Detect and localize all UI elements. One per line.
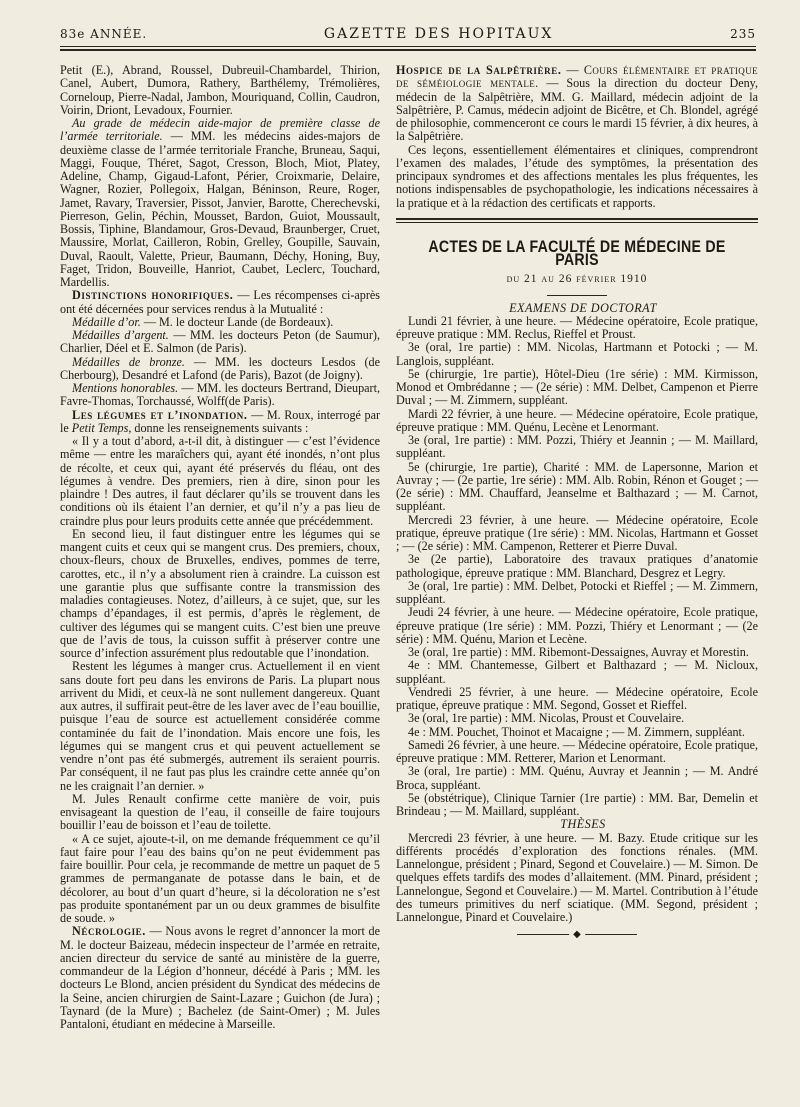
hospice-course: — Cours élémentaire et pratique de séméiologie mentale. xyxy=(396,63,758,91)
necrologie-paragraph xyxy=(60,925,380,1031)
medailles-bronze-text: — MM. les docteurs Lesdos (de Cherbourg), Desandré et Lafond (de Paris), Bazot (de Joigny). xyxy=(60,354,380,382)
quote-paragraph-1: « Il y a tout d’abord, a-t-il dit, à distinguer — c’est l’évidence même — entre les maraîchers qui, ayant été inondés, n’ont plus de récolte, et ceux qui, ayant été préservés du fléau, ont des légumes à vendre. Des premiers, rien à dire, sinon pour les plaindre ! Des autres, il faut déclarer qu’ils se trouvent dans les conditions où ils étaient l’an dernier, et qu’il n’y a pas lieu de craindre plus pour leurs produits cette année que précédemment. xyxy=(60,434,380,528)
page-number: 235 xyxy=(730,27,756,41)
quote-paragraph-3: Restent les légumes à manger crus. Actuellement il en vient sans doute fort peu dans les environs de Paris. La plupart nous arrivent du Midi, et ceux-là ne sont nullement dangereux. Quant aux autres, il suffirait peut-être de les laver avec de l’eau bouillie, puisque l’eau de source est actuellement considérée comme contaminée du fait de l’inondation. Mais encore une fois, les légumes qui se mangent crus et qui peuvent actuellement se vendre n’ont pas été submergés, autrement ils seraient pourris. Par conséquent, il ne faut pas plus les craindre cette année qu’on ne les craignait l’an dernier. » xyxy=(60,659,380,793)
exam-entry: 3e (2e partie), Laboratoire des travaux pratiques d’anatomie pathologique, épreuve pratique : MM. Blanchard, Desgrez et Legry. xyxy=(396,552,758,580)
exam-entry: Vendredi 25 février, à une heure. — Médecine opératoire, Ecole pratique, épreuve pratique : MM. Segond, Gosset et Rieffel. xyxy=(396,684,758,712)
legumes-text-a: — M. Roux, interrogé par le xyxy=(60,407,381,435)
hospice-text: — Sous la direction du docteur Deny, médecin de la Salpêtrière, MM. G. Maillard, médecin adjoint de la Salpêtrière, P. Camus, médecin adjoint de Bicêtre, et Ch. Blondel, agrégé de philosophie, commenceront ce cours le mardi 15 février, à dix heures, à la Salpêtrière. xyxy=(396,76,758,144)
exam-entry: 3e (oral, 1re partie) : MM. Delbet, Potocki et Rieffel ; — M. Zimmern, suppléant. xyxy=(396,578,758,606)
exam-entry: 3e (oral, 1re partie) : MM. Nicolas, Hartmann et Potocki ; — M. Langlois, suppléant. xyxy=(396,340,758,368)
mentions-label: Mentions honorables. xyxy=(72,381,179,395)
territorial-heading: Au grade de médecin aide-major de première classe de l’armée territoriale. xyxy=(60,116,380,144)
exam-entry: 5e (chirurgie, 1re partie), Charité : MM. de Lapersonne, Marion et Auvray ; — (2e partie, 1re série) : MM. Alb. Robin, Rénon et Gouget ; — (2e série) : MM. Chauffard, Jeanselme et Balthazard ; — M. Carnot, suppléant. xyxy=(396,459,758,514)
medaille-or xyxy=(60,316,380,329)
necrologie-heading: Nécrologie. xyxy=(72,924,146,939)
quote-paragraph-2: En second lieu, il faut distinguer entre les légumes qui se mangent cuits et ceux qui se mangent crus. Des premiers, choux, choux-fleurs, choux de Bruxelles, endives, pommes de terre, carottes, etc., il n’y a absolument rien à craindre. La cuisson est une garantie plus que suffisante contre la transmission des maladies contagieuses. Notez, d’ailleurs, à ce sujet, que, sur les champs d’épandages, il est permis, d’après le règlement, de cultiver des légumes qui se mangent cuits. C’est bien une preuve que de l’avis de tous, la cuisson suffit à préserver contre une source d’infection assurément plus redoutable que l’inondation. xyxy=(60,526,380,660)
exam-entry: 3e (oral, 1re partie) : MM. Ribemont-Dessaignes, Auvray et Morestin. xyxy=(408,645,749,659)
journal-title: GAZETTE DES HOPITAUX xyxy=(323,26,554,42)
examens-heading: EXAMENS DE DOCTORAT xyxy=(509,300,657,315)
theses-heading: THÈSES xyxy=(560,817,606,832)
exam-entry: 4e : MM. Chantemesse, Gilbert et Balthazard ; — M. Nicloux, suppléant. xyxy=(396,658,758,686)
exam-entry: 3e (oral, 1re partie) : MM. Nicolas, Proust et Couvelaire. xyxy=(408,711,685,726)
hospice-paragraph xyxy=(396,64,758,144)
ornament-glyph-icon: ◆ xyxy=(569,928,585,941)
short-rule xyxy=(547,295,607,296)
theses-entry: Mercredi 23 février, à une heure. — M. Bazy. Etude critique sur les différents procédés d’exploration des fonctions rénales. (MM. Lannelongue, président ; Pinard, Segond et Couvelaire.) — M. Simon. De quelques effets tardifs des modes d’allaitement. (MM. Pinard, président ; Lannelongue, Segond et Couvelaire.) — M. Martel. Contribution à l’étude des tumeurs primitives du nerf sciatique. (MM. Segond, président ; Lannelongue, Pinard et Couvelaire.) xyxy=(396,830,758,924)
right-column xyxy=(396,63,758,941)
exam-entry: 4e : MM. Pouchet, Thoinot et Macaigne ; — M. Zimmern, suppléant. xyxy=(408,724,745,739)
legumes-text-b: , donne les renseignements suivants : xyxy=(128,420,309,435)
exam-entry: Lundi 21 février, à une heure. — Médecine opératoire, Ecole pratique, épreuve pratique : MM. Reclus, Rieffel et Proust. xyxy=(396,313,758,341)
medailles-bronze-label: Médailles de bronze. xyxy=(72,354,185,369)
promotion-list: Petit (E.), Abrand, Roussel, Dubreuil-Chambardel, Thirion, Canel, Aubert, Dumora, Rathery, Barthélemy, Trémolières, Corneloup, Pierre-Nadal, Jambon, Mouriquand, Collin, Caudron, Voirin, Driont, Levadoux, Fournier. xyxy=(60,63,380,117)
actes-title: ACTES DE LA FACULTÉ DE MÉDECINE DE PARIS xyxy=(428,237,726,269)
exam-entry: 3e (oral, 1re partie) : MM. Pozzi, Thiéry et Jeannin ; — M. Maillard, suppléant. xyxy=(396,433,758,461)
medailles-argent-label: Médailles d’argent. xyxy=(72,328,169,342)
renault-paragraph: M. Jules Renault confirme cette manière de voir, puis envisageant la question de l’eau, il conseille de faire toujours bouillir l’eau de boisson et l’eau de toilette. xyxy=(60,791,380,833)
left-column xyxy=(60,64,380,1031)
exam-entry: Jeudi 24 février, à une heure. — Médecine opératoire, Ecole pratique, épreuve pratique (1re série) : MM. Pozzi, Thiéry et Lenormant ; — (2e série) : MM. Quénu, Marion et Lecène. xyxy=(396,605,758,646)
mentions-text: — MM. les docteurs Bertrand, Dieupart, Favre-Thomas, Torchaussé, Wolff(de Paris). xyxy=(60,381,380,409)
medaille-or-label: Médaille d’or. xyxy=(72,314,141,329)
mentions-honorables xyxy=(60,382,380,409)
quote-paragraph-4: « A ce sujet, ajoute-t-il, on me demande fréquemment ce qu’il faut faire pour l’eau des bains qu’on ne peut évidemment pas faire bouillir. Pour cela, je recommande de mettre un paquet de 5 grammes de permanganate de potasse dans le bain, et de décolorer, au bout d’un quart d’heure, si la décoloration ne s’est pas produite spontanément par un ou deux grammes de bisulfite de soude. » xyxy=(60,831,380,925)
exam-entry: Samedi 26 février, à une heure. — Médecine opératoire, Ecole pratique, épreuve pratique : MM. Retterer, Marion et Lenormant. xyxy=(396,737,758,765)
exam-entry: 3e (oral, 1re partie) : MM. Quénu, Auvray et Jeannin ; — M. André Broca, suppléant. xyxy=(396,764,758,792)
exam-entry: 5e (chirurgie, 1re partie), Hôtel-Dieu (1re série) : MM. Kirmisson, Monod et Ombrédanne ; — (2e série) : MM. Delbet, Campenon et Pierre Duval ; — M. Zimmern, suppléant. xyxy=(396,366,758,408)
distinctions-text: — Les récompenses ci-après ont été décernées pour services rendus à la Mutualité : xyxy=(60,288,380,316)
territorial-text: — MM. les médecins aides-majors de deuxième classe de l’armée territoriale Franche, Bruneau, Saqui, Maggi, Fouque, Théret, Sagot, Cresson, Bloch, Miot, Platey, Adeline, Champ, Gigaud-Lafont, Périer, Croixmarie, Delaire, Wagner, Rozier, Pollegoix, Halgan, Béninson, Reure, Roger, Jamet, Ravary, Traversier, Pissot, Janvier, Barotte, Cherechevski, Pierreson, Gelin, Péchin, Mousset, Bardon, Guiot, Moussault, Bossis, Tiphine, Blandamour, Gros-Devaud, Braunberger, Cruet, Maussire, Morlat, Cailleron, Robin, Grelley, Goupille, Sauvain, Duval, Raoult, Valette, Prieur, Baumann, Déchy, Honing, Buy, Faget, Tridon, Bouveille, Hanriot, Caubet, Leclerc, Touchard, Mardellis. xyxy=(60,129,380,289)
header-rule xyxy=(60,46,756,51)
legumes-heading: Les légumes et l’inondation. xyxy=(72,407,248,422)
year-label: 83e ANNÉE. xyxy=(60,27,148,41)
hospice-heading: Hospice de la Salpêtrière. xyxy=(396,63,562,77)
medailles-argent-text: — MM. les docteurs Peton (de Saumur), Charlier, Déel et E. Salmon (de Paris). xyxy=(60,328,380,356)
distinctions-paragraph xyxy=(60,289,380,316)
medailles-bronze xyxy=(60,356,380,383)
actes-dates: du 21 au 26 février 1910 xyxy=(506,273,648,286)
exam-entry: Mercredi 23 février, à une heure. — Médecine opératoire, Ecole pratique, épreuve pratique (1re série) : MM. Nicolas, Hartmann et Gosset ; — (2e série) : MM. Campenon, Retterer et Pierre Duval. xyxy=(396,512,758,553)
legumes-source: Petit Temps xyxy=(71,420,129,435)
medaille-or-text: — M. le docteur Lande (de Bordeaux). xyxy=(140,314,334,329)
page-header xyxy=(60,26,756,42)
lecons-paragraph: Ces leçons, essentiellement élémentaires et cliniques, comprendront l’examen des malades, l’étude des symptômes, la présentation des principaux syndromes et des affections mentales les plus fréquentes, les notions indispensables de psychopathologie, les indications nécessaires à la pratique et à la rédaction des certificats et rapports. xyxy=(396,142,758,210)
territorial-promotion xyxy=(60,117,380,289)
end-ornament xyxy=(517,929,637,941)
exam-entry: Mardi 22 février, à une heure. — Médecine opératoire, Ecole pratique, épreuve pratique : MM. Quénu, Lecène et Lenormant. xyxy=(396,406,758,434)
legumes-paragraph xyxy=(60,409,380,436)
necrologie-text: — Nous avons le regret d’annoncer la mort de M. le docteur Baizeau, médecin inspecteur de l’armée en retraite, ancien directeur du service de santé au ministère de la guerre, commandeur de la Légion d’honneur, décédé à Paris ; MM. les docteurs Le Blond, ancien président du Syndicat des médecins de la Seine, ancien chirurgien de Saint-Lazare ; Guichon (de Jura) ; Taynard (de la Mure) ; Bachelez (de Saint-Omer) ; M. Jules Pantaloni, étudiant en médecine à Marseille. xyxy=(60,924,380,1031)
distinctions-heading: Distinctions honorifiques. xyxy=(72,288,234,303)
section-divider xyxy=(396,218,758,223)
medailles-argent xyxy=(60,329,380,356)
exam-entry: 5e (obstétrique), Clinique Tarnier (1re partie) : MM. Bar, Demelin et Brindeau ; — M. Maillard, suppléant. xyxy=(396,790,758,818)
